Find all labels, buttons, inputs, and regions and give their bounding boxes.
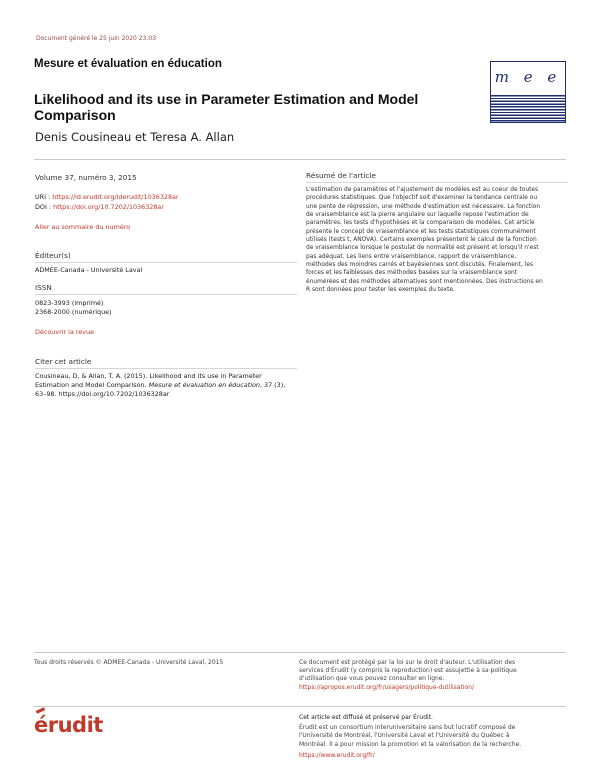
citation-line-3: 63–98. https://doi.org/10.7202/1036328ar (35, 390, 170, 398)
uri-link[interactable]: https://id.erudit.org/iderudit/1036328ar (52, 193, 179, 201)
issn-divider (35, 294, 297, 295)
doi-label: DOI : (35, 203, 52, 211)
consortium-line-3: Montréal. Il a pour mission la promotion et la valorisation de la recherche. (299, 740, 522, 748)
abstract-line: méthodes des moindres carrés et bayésiennes sont discutés. Finalement, les (306, 262, 534, 269)
journal-name: Mesure et évaluation en éducation (34, 58, 222, 70)
publisher-divider (35, 262, 297, 263)
cite-divider (35, 368, 297, 369)
citation-line-1: Cousineau, D. & Allan, T. A. (2015). Likelihood and its use in Parameter (35, 372, 262, 380)
erudit-logo (34, 713, 103, 737)
erudit-notice (299, 714, 569, 760)
doi-line (35, 203, 300, 212)
header-divider (34, 159, 566, 160)
uri-line (35, 193, 300, 202)
doi-link[interactable]: https://doi.org/10.7202/1036328ar (53, 203, 164, 211)
uri-label: URI : (35, 193, 51, 201)
issn-print: 0823-3993 (imprimé) (35, 299, 104, 307)
abstract-line: présente le concept de vraisemblance et les tests statistiques communément (306, 228, 536, 235)
publisher-name: ADMEE-Canada - Université Laval (35, 266, 143, 274)
abstract-line: forces et les faiblesses des méthodes basées sur la vraisemblance sont (306, 270, 518, 277)
issn-digital: 2368-2000 (numérique) (35, 308, 112, 316)
discover-journal-link[interactable]: Découvrir la revue (35, 328, 95, 336)
abstract-line: paramètres, les tests d'hypothèses et la comparaison de modèles. Cet article (306, 220, 535, 227)
abstract-line: de vraisemblance lorsque le postulat de normalité est présent et lorsqu'il n'est (306, 245, 539, 252)
volume-info: Volume 37, numéro 3, 2015 (35, 173, 137, 182)
abstract-line: une pente de régression, une méthode d'estimation est nécessaire. La fonction (306, 203, 541, 210)
abstract-line: énumérées et des méthodes alternatives sont mentionnées. Des instructions en (306, 278, 543, 285)
consortium-line-2: l'Université de Montréal, l'Université Laval et l'Université du Québec à (299, 732, 510, 740)
erudit-logo-text: érudit (34, 713, 103, 737)
publisher-heading: Éditeur(s) (35, 251, 71, 260)
copyright-notice (299, 659, 569, 692)
diffusion-line: Cet article est diffusé et préservé par Érudit. (299, 714, 433, 721)
journal-logo (490, 61, 566, 123)
abstract-line: R sont données pour tester les exemples du texte. (306, 287, 455, 294)
consortium-line-1: Érudit est un consortium interuniversitaire sans but lucratif composé de (299, 724, 516, 732)
copyright-line-3: d'utilisation que vous pouvez consulter en ligne. (299, 675, 445, 683)
abstract-line: L'estimation de paramètres et l'ajustement de modèles est au coeur de toutes (306, 187, 539, 193)
footer-divider (34, 652, 566, 653)
citation-volume: , 37 (3), (259, 381, 286, 389)
copyright-line-1: Ce document est protégé par la loi sur le droit d'auteur. L'utilisation des (299, 659, 516, 666)
cite-heading: Citer cet article (35, 357, 92, 366)
footer-divider-2 (34, 706, 566, 707)
abstract-divider (306, 182, 568, 183)
toc-link[interactable]: Aller au sommaire du numéro (35, 223, 131, 231)
policy-link[interactable]: https://apropos.erudit.org/fr/usagers/politique-dutilisation/ (299, 683, 474, 691)
erudit-site-link[interactable]: https://www.erudit.org/fr/ (299, 751, 375, 759)
generation-note: Document généré le 25 juin 2020 23:03 (36, 35, 157, 42)
abstract-line: utilisés (tests t, ANOVA). Certains exemples présentent le calcul de la fonction (306, 237, 537, 244)
citation-line-2-text: Estimation and Model Comparison. (35, 381, 147, 389)
article-authors: Denis Cousineau et Teresa A. Allan (35, 130, 235, 144)
copyright-line-2: services d'Érudit (y compris la reproduction) est assujettie à sa politique (299, 667, 517, 675)
citation-text (35, 372, 300, 399)
rights-notice: Tous droits réservés © ADMEE-Canada - Université Laval, 2015 (34, 659, 224, 666)
citation-line-2 (35, 381, 300, 390)
article-title: Likelihood and its use in Parameter Estimation and Model Comparison (34, 91, 419, 123)
abstract-line: de vraisemblance est la pierre angulaire sur laquelle repose l'estimation de (306, 212, 529, 219)
abstract-heading: Résumé de l'article (306, 171, 376, 180)
citation-journal: Mesure et évaluation en éducation (148, 381, 260, 389)
abstract-body (306, 186, 568, 294)
abstract-line: pas adéquat. Les liens entre vraisemblance, rapport de vraisemblance, (306, 253, 517, 260)
abstract-line: procédures statistiques. Que l'objectif soit d'examiner la tendance centrale ou (306, 195, 538, 202)
issn-heading: ISSN (35, 283, 52, 292)
logo-stripes (491, 95, 565, 122)
logo-text: m e e (494, 68, 562, 86)
